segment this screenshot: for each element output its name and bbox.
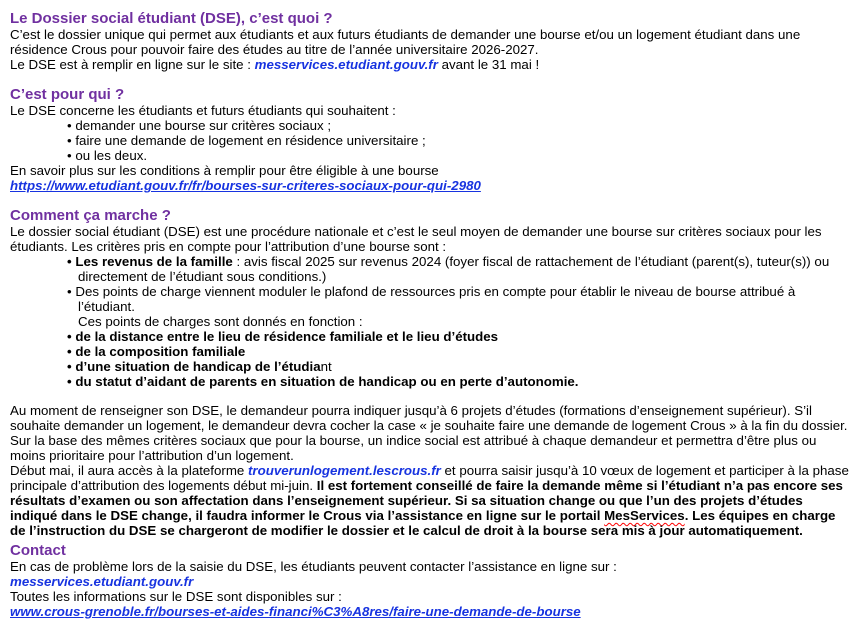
text-run: Les revenus de la famille xyxy=(75,254,233,269)
paragraph-dse-remplir xyxy=(10,57,853,72)
paragraph-link-crous-grenoble xyxy=(10,604,853,619)
section-title-contact: Contact xyxy=(10,542,66,559)
text-run: Le dossier social étudiant (DSE) est une procédure nationale et c’est le seul moyen de demander une bourse sur critères sociaux pour les étudiants. Les critères pris en compte pour l’attribution d’une bourse sont : xyxy=(10,224,822,254)
list-item-handicap-etudiant xyxy=(10,359,853,374)
link-messervices-contact[interactable]: messervices.etudiant.gouv.fr xyxy=(10,574,194,589)
list-item-bourse xyxy=(10,118,853,133)
text-run: ou les deux. xyxy=(75,148,148,163)
text-run: Le DSE est à remplir en ligne sur le site : xyxy=(10,57,255,72)
text-run: Le DSE concerne les étudiants et futurs étudiants qui souhaitent : xyxy=(10,103,396,118)
list-item-distance xyxy=(10,329,853,344)
text-run: Toutes les informations sur le DSE sont disponibles sur : xyxy=(10,589,342,604)
list-item-composition-familiale xyxy=(10,344,853,359)
link-crous-grenoble-demande-bourse[interactable]: www.crous-grenoble.fr/bourses-et-aides-financi%C3%A8res/faire-une-demande-de-bourse xyxy=(10,604,581,619)
link-messervices-intro[interactable]: messervices.etudiant.gouv.fr xyxy=(254,57,438,72)
paragraph-projets-etudes xyxy=(10,403,853,463)
paragraph-en-savoir-plus xyxy=(10,163,853,178)
section-title-comment-ca-marche: Comment ça marche ? xyxy=(10,207,171,224)
text-run: faire une demande de logement en résidence universitaire ; xyxy=(75,133,426,148)
link-bourses-criteres-sociaux[interactable]: https://www.etudiant.gouv.fr/fr/bourses-sur-criteres-sociaux-pour-qui-2980 xyxy=(10,178,481,193)
text-run: demander une bourse sur critères sociaux ; xyxy=(75,118,332,133)
text-run: : avis fiscal 2025 sur revenus 2024 (foyer fiscal de rattachement de l’étudiant (parent(s), tuteur(s)) ou directement de l’étudiant sous conditions.) xyxy=(78,254,830,284)
text-run: En cas de problème lors de la saisie du DSE, les étudiants peuvent contacter l’assistance en ligne sur : xyxy=(10,559,617,574)
text-run: du statut d’aidant de parents en situation de handicap ou en perte d’autonomie. xyxy=(75,374,579,389)
text-run: C’est le dossier unique qui permet aux étudiants et aux futurs étudiants de demander une bourse et/ou un logement étudiant dans une résidence Crous pour pouvoir faire des études au titre de l’année universitaire 2026-2027. xyxy=(10,27,801,57)
text-run: de la distance entre le lieu de résidence familiale et le lieu d’études xyxy=(75,329,499,344)
section-title-dse-quoi: Le Dossier social étudiant (DSE), c’est quoi ? xyxy=(10,10,333,27)
blank-line xyxy=(10,389,853,403)
paragraph-link-messervices xyxy=(10,574,853,589)
text-run: avant le 31 mai ! xyxy=(437,57,540,72)
text-run: et pourra saisir jusqu’à 10 vœux de logement et participer à la phase principale d’attribution des logements début mi-juin. xyxy=(10,463,849,493)
section-title-pour-qui: C’est pour qui ? xyxy=(10,86,125,103)
paragraph-points-fonction xyxy=(10,314,853,329)
text-run: Début mai, il aura accès à la plateforme xyxy=(10,463,248,478)
text-run: de la composition familiale xyxy=(75,344,246,359)
paragraph-contact-infos xyxy=(10,589,853,604)
paragraph-procedure-nationale xyxy=(10,224,853,254)
paragraph-pour-qui-intro xyxy=(10,103,853,118)
paragraph-dse-definition xyxy=(10,27,853,57)
list-item-les-deux xyxy=(10,148,853,163)
list-item-statut-aidant xyxy=(10,374,853,389)
list-item-revenus-famille xyxy=(10,254,853,284)
misspelled-word: MesServices xyxy=(604,508,685,523)
list-item-logement xyxy=(10,133,853,148)
paragraph-link-eligibilite xyxy=(10,178,853,193)
text-run: Des points de charge viennent moduler le plafond de ressources pris en compte pour établir le niveau de bourse attribué à l’étudiant. xyxy=(75,284,796,314)
text-run: Au moment de renseigner son DSE, le demandeur pourra indiquer jusqu’à 6 projets d’études (formations d’enseignement supérieur). S’il souhaite demander un logement, le demandeur devra cocher la case « je souhaite faire une demande de logement Crous » à la fin du dossier. Sur la base des mêmes critères sociaux que pour la bourse, un indice social est attribué à chaque demandeur et permettra d’être plus ou moins prioritaire pour l’attribution d’un logement. xyxy=(10,403,848,463)
text-run: . Les équipes en charge de l’instruction du DSE se chargeront de modifier le dossier et le calcul de droit à la bourse sera mis à jour automatiquement. xyxy=(10,508,836,538)
list-item-points-de-charge xyxy=(10,284,853,314)
text-run: Ces points de charges sont donnés en fonction : xyxy=(78,314,363,329)
paragraph-debut-mai xyxy=(10,463,853,538)
paragraph-contact-assistance xyxy=(10,559,853,574)
text-run: En savoir plus sur les conditions à remplir pour être éligible à une bourse xyxy=(10,163,439,178)
text-run: Il est fortement conseillé de faire la demande même si l’étudiant n’a pas encore ses résultats d’examen ou son affectation dans l’enseignement supérieur. Si sa situation change ou que l’un des projets d’études indiqué dans le DSE change, il faudra informer le Crous via l’assistance en ligne sur le portail xyxy=(10,478,843,523)
link-trouverunlogement[interactable]: trouverunlogement.lescrous.fr xyxy=(247,463,441,478)
text-run: nt xyxy=(320,359,332,374)
text-run: d’une situation de handicap de l’étudia xyxy=(75,359,321,374)
